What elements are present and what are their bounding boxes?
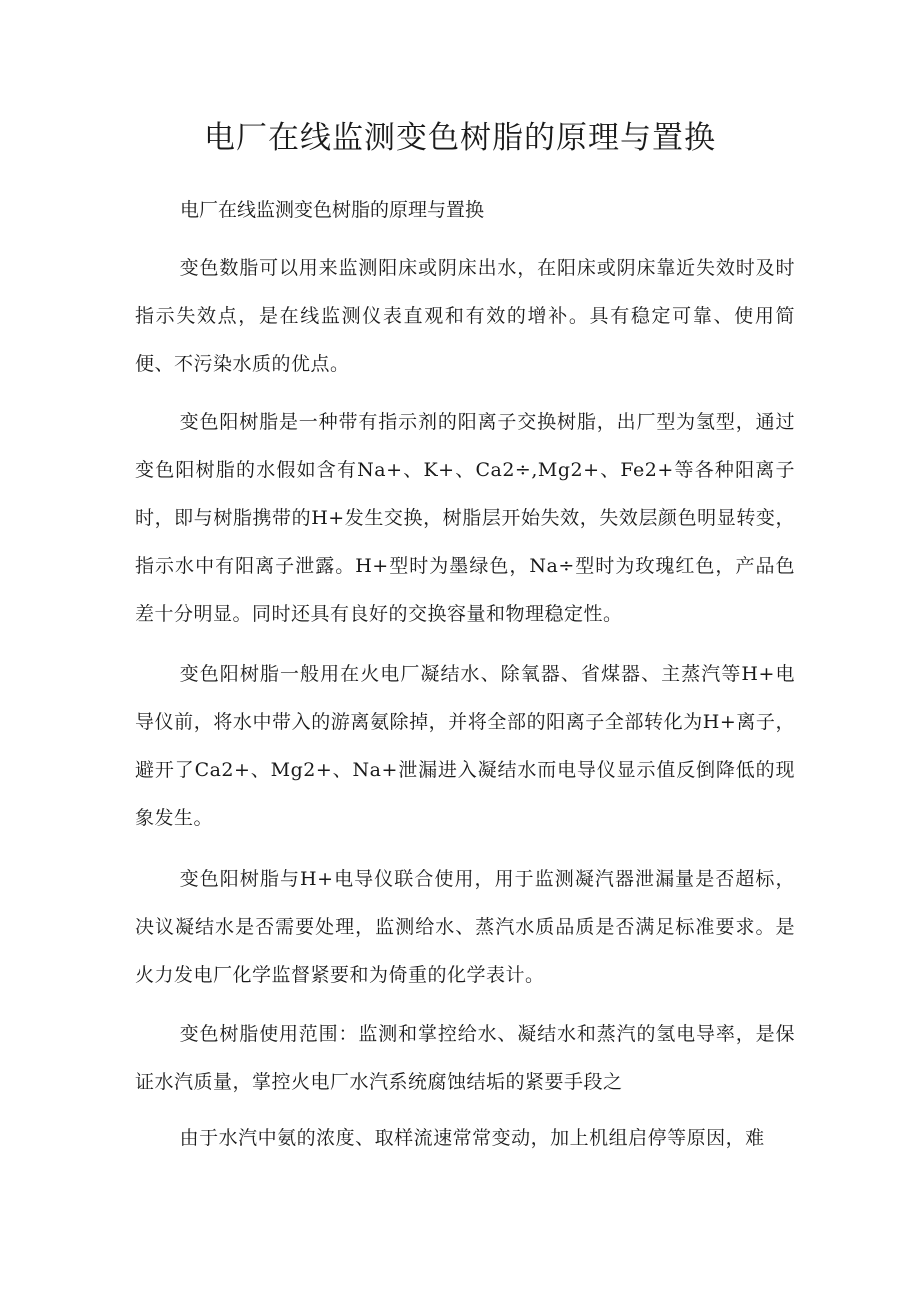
paragraph-cation-resin: 变色阳树脂是一种带有指示剂的阳离子交换树脂，出厂型为氢型，通过变色阳树脂的水假如含有Na+、K+、Ca2÷,Mg2+、Fe2+等各种阳离子时，即与树脂携带的H+发生交换，树脂层开始失效，失效层颜色明显转变，指示水中有阳离子泄露。H+型时为墨绿色，Na÷型时为玫瑰红色，产品色差十分明显。同时还具有良好的交换容量和物理稳定性。 <box>135 411 795 625</box>
paragraph-conductivity-meter: 变色阳树脂与H+电导仪联合使用，用于监测凝汽器泄漏量是否超标，决议凝结水是否需要处理，监测给水、蒸汽水质品质是否满足标准要求。是火力发电厂化学监督紧要和为倚重的化学表计。 <box>135 868 795 986</box>
document-title: 电厂在线监测变色树脂的原理与置换 <box>204 120 716 156</box>
paragraph-usage-scope: 变色树脂使用范围：监测和掌控给水、凝结水和蒸汽的氢电导率，是保证水汽质量，掌控火电厂水汽系统腐蚀结垢的紧要手段之 <box>135 1023 795 1093</box>
document-subtitle: 电厂在线监测变色树脂的原理与置换 <box>180 199 485 221</box>
paragraph-usage-location: 变色阳树脂一般用在火电厂凝结水、除氧器、省煤器、主蒸汽等H+电导仪前，将水中带入的游离氨除掉，并将全部的阳离子全部转化为H+离子，避开了Ca2+、Mg2+、Na+泄漏进入凝结水而电导仪显示值反倒降低的现象发生。 <box>135 663 795 829</box>
paragraph-intro: 变色数脂可以用来监测阳床或阴床出水，在阳床或阴床靠近失效时及时指示失效点，是在线监测仪表直观和有效的增补。具有稳定可靠、使用简便、不污染水质的优点。 <box>135 257 795 375</box>
paragraph-ammonia: 由于水汽中氨的浓度、取样流速常常变动，加上机组启停等原因，难 <box>179 1127 765 1149</box>
